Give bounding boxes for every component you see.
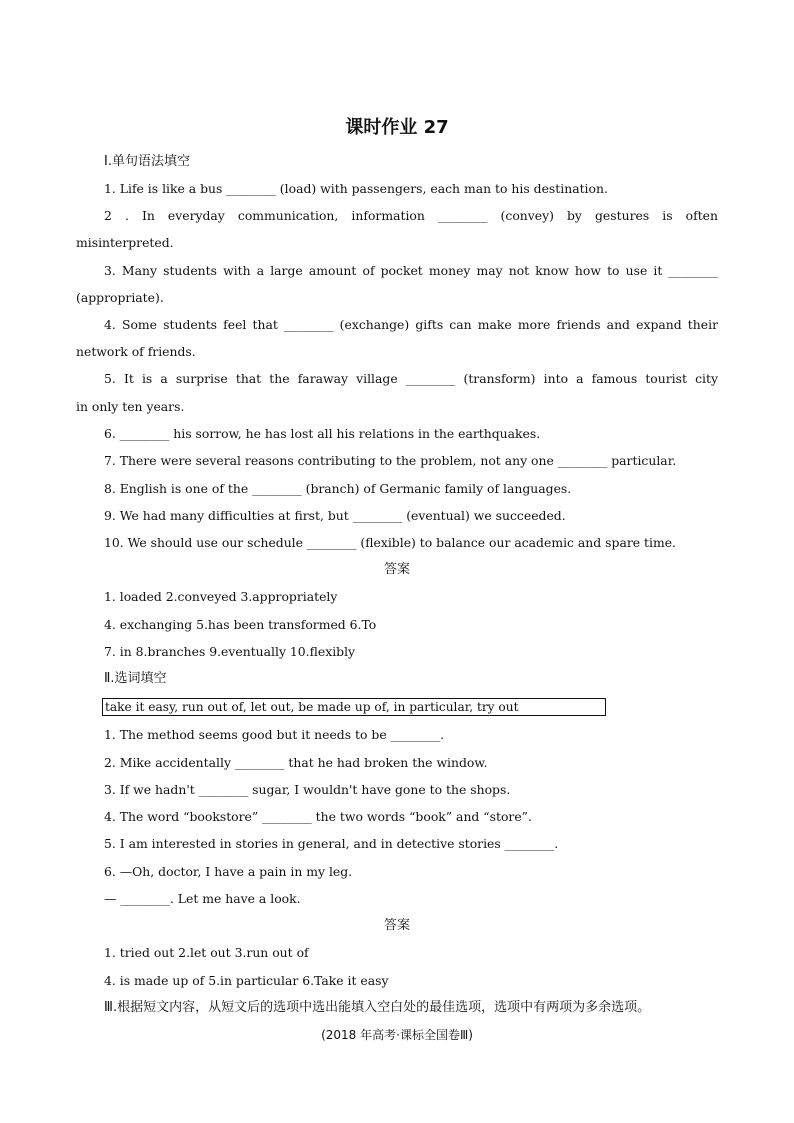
page-title: 课时作业 27 [345,117,449,138]
question-1-4-line-2: network of friends. [76,344,196,359]
answer-heading-2: 答案 [383,918,410,933]
question-1-2-line-1: 2 . In everyday communication, information ________ (convey) by gestures is often [104,208,718,223]
word-bank-box: take it easy, run out of, let out, be made up of, in particular, try out [102,698,606,716]
question-2-6-line-1: 6. —Oh, doctor, I have a pain in my leg. [104,864,353,879]
question-1-3-line-2: (appropriate). [76,290,164,305]
answer-1-line-3: 7. in 8.branches 9.eventually 10.flexibly [104,644,356,659]
question-1-2-line-2: misinterpreted. [76,235,174,250]
answer-2-line-1: 1. tried out 2.let out 3.run out of [104,945,309,960]
question-1-1: 1. Life is like a bus ________ (load) with passengers, each man to his destination. [104,181,608,196]
question-2-5: 5. I am interested in stories in general, and in detective stories ________. [104,836,559,851]
question-1-9: 9. We had many difficulties at first, but ________ (eventual) we succeeded. [104,508,566,523]
section-1-heading: Ⅰ.单句语法填空 [104,154,190,169]
question-1-8: 8. English is one of the ________ (branch) of Germanic family of languages. [104,481,572,496]
section-3-heading: Ⅲ.根据短文内容，从短文后的选项中选出能填入空白处的最佳选项，选项中有两项为多余选项。 [104,1000,651,1015]
question-2-4: 4. The word “bookstore” ________ the two words “book” and “store”. [104,809,532,824]
question-1-10: 10. We should use our schedule ________ (flexible) to balance our academic and spare time. [104,535,676,550]
answer-2-line-2: 4. is made up of 5.in particular 6.Take it easy [104,973,389,988]
answer-1-line-2: 4. exchanging 5.has been transformed 6.To [104,617,377,632]
question-1-3-line-1: 3. Many students with a large amount of pocket money may not know how to use it ________ [104,263,718,278]
section-2-heading: Ⅱ.选词填空 [104,671,167,686]
question-1-5-line-2: in only ten years. [76,399,185,414]
answer-1-line-1: 1. loaded 2.conveyed 3.appropriately [104,589,338,604]
source-citation: (2018 年高考·课标全国卷Ⅲ) [321,1028,473,1042]
answer-heading-1: 答案 [383,562,410,577]
question-1-7: 7. There were several reasons contributing to the problem, not any one ________ particular. [104,453,677,468]
question-1-6: 6. ________ his sorrow, he has lost all his relations in the earthquakes. [104,426,541,441]
question-2-2: 2. Mike accidentally ________ that he had broken the window. [104,755,488,770]
question-1-5-line-1: 5. It is a surprise that the faraway village ________ (transform) into a famous tourist city [104,371,718,386]
question-2-1: 1. The method seems good but it needs to be ________. [104,727,445,742]
question-1-4-line-1: 4. Some students feel that ________ (exchange) gifts can make more friends and expand their [104,317,718,332]
question-2-3: 3. If we hadn't ________ sugar, I wouldn't have gone to the shops. [104,782,511,797]
question-2-6-line-2: — ________. Let me have a look. [104,891,301,906]
